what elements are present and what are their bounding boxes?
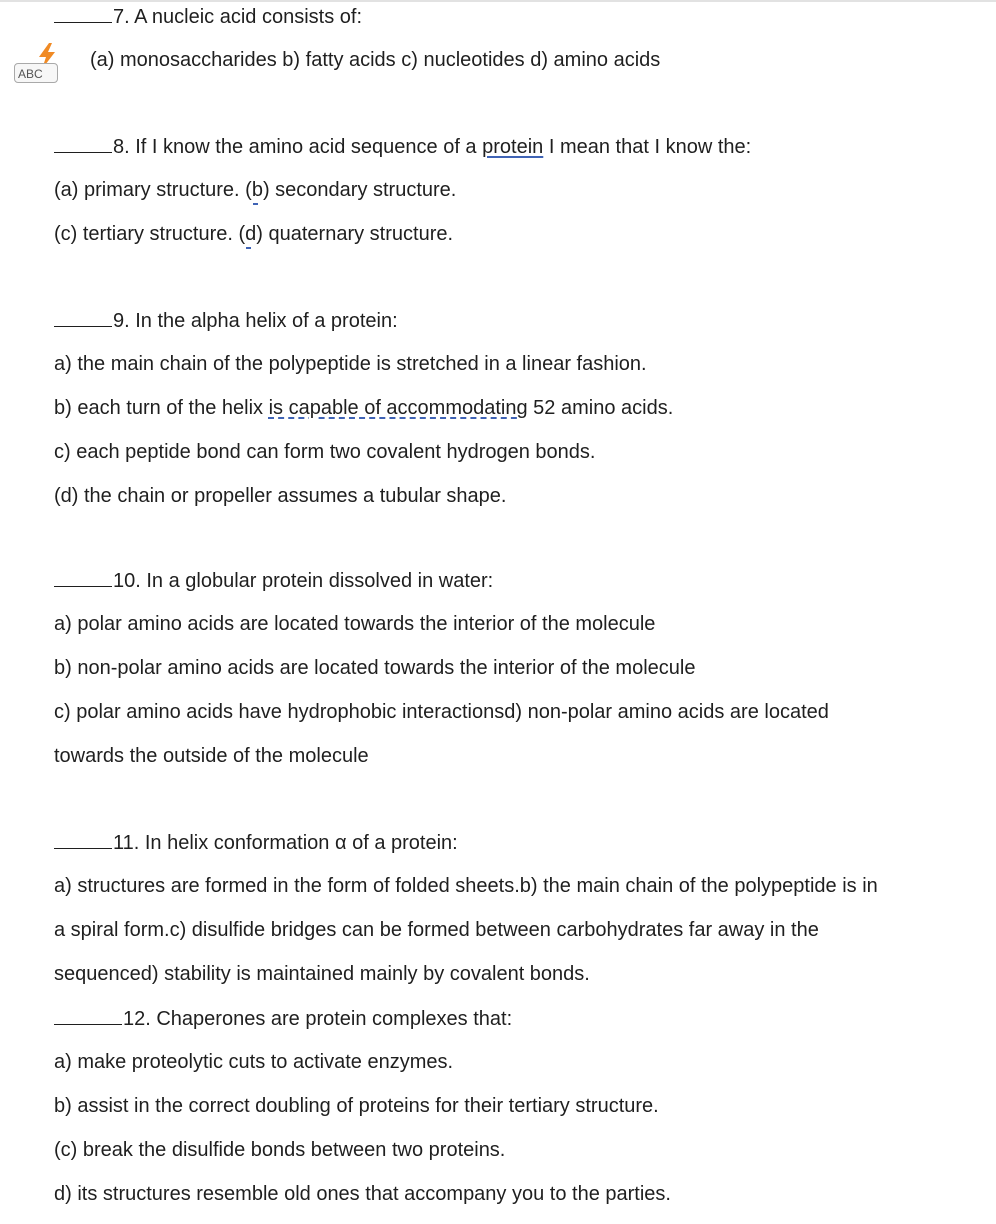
grammar-flag-protein[interactable]: protein [482,136,544,158]
answer-blank-q12[interactable] [54,1006,122,1025]
grammar-flag-accommodating[interactable]: is capable of accommodating [268,397,528,419]
q11-options-line3: sequenced) stability is maintained mainly by covalent bonds. [54,963,590,985]
answer-blank-q9[interactable] [54,308,112,327]
q10-option-c: c) polar amino acids have hydrophobic interactionsd) non-polar amino acids are located [54,701,829,723]
q11-options-line1: a) structures are formed in the form of folded sheets.b) the main chain of the polypeptide is in [54,875,878,897]
abc-label: ABC [14,63,58,83]
q10-option-a: a) polar amino acids are located towards the interior of the molecule [54,613,656,635]
q9-option-c: c) each peptide bond can form two covalent hydrogen bonds. [54,441,596,463]
q9-question: 9. In the alpha helix of a protein: [54,308,398,333]
q12-option-a: a) make proteolytic cuts to activate enzymes. [54,1051,454,1073]
q9-option-d: (d) the chain or propeller assumes a tubular shape. [54,485,507,507]
answer-blank-q8[interactable] [54,134,112,153]
q11-options-line2: a spiral form.c) disulfide bridges can be formed between carbohydrates far away in the [54,919,819,941]
spell-flag-b[interactable]: b [251,179,263,201]
q8-options-line2: (c) tertiary structure. (d) quaternary structure. [54,223,454,245]
q12-question: 12. Chaperones are protein complexes that: [54,1006,512,1031]
q12-option-c: (c) break the disulfide bonds between two proteins. [54,1139,506,1161]
q7-options: (a) monosaccharides b) fatty acids c) nucleotides d) amino acids [90,49,661,71]
q7-question: 7. A nucleic acid consists of: [54,4,362,29]
q9-option-b: b) each turn of the helix is capable of accommodating 52 amino acids. [54,397,674,419]
spellcheck-icon[interactable] [14,43,60,85]
q12-option-b: b) assist in the correct doubling of proteins for their tertiary structure. [54,1095,659,1117]
q8-question: 8. If I know the amino acid sequence of a protein I mean that I know the: [54,134,751,159]
q10-option-b: b) non-polar amino acids are located towards the interior of the molecule [54,657,696,679]
spell-flag-d[interactable]: d [245,223,257,245]
q10-question: 10. In a globular protein dissolved in water: [54,568,493,593]
answer-blank-q11[interactable] [54,830,112,849]
answer-blank-q10[interactable] [54,568,112,587]
q11-question: 11. In helix conformation α of a protein: [54,830,458,855]
q10-option-c-cont: towards the outside of the molecule [54,745,369,767]
q8-options-line1: (a) primary structure. (b) secondary structure. [54,179,457,201]
answer-blank-q7[interactable] [54,4,112,23]
q12-option-d: d) its structures resemble old ones that accompany you to the parties. [54,1183,671,1205]
q9-option-a: a) the main chain of the polypeptide is stretched in a linear fashion. [54,353,647,375]
top-divider [0,0,996,2]
